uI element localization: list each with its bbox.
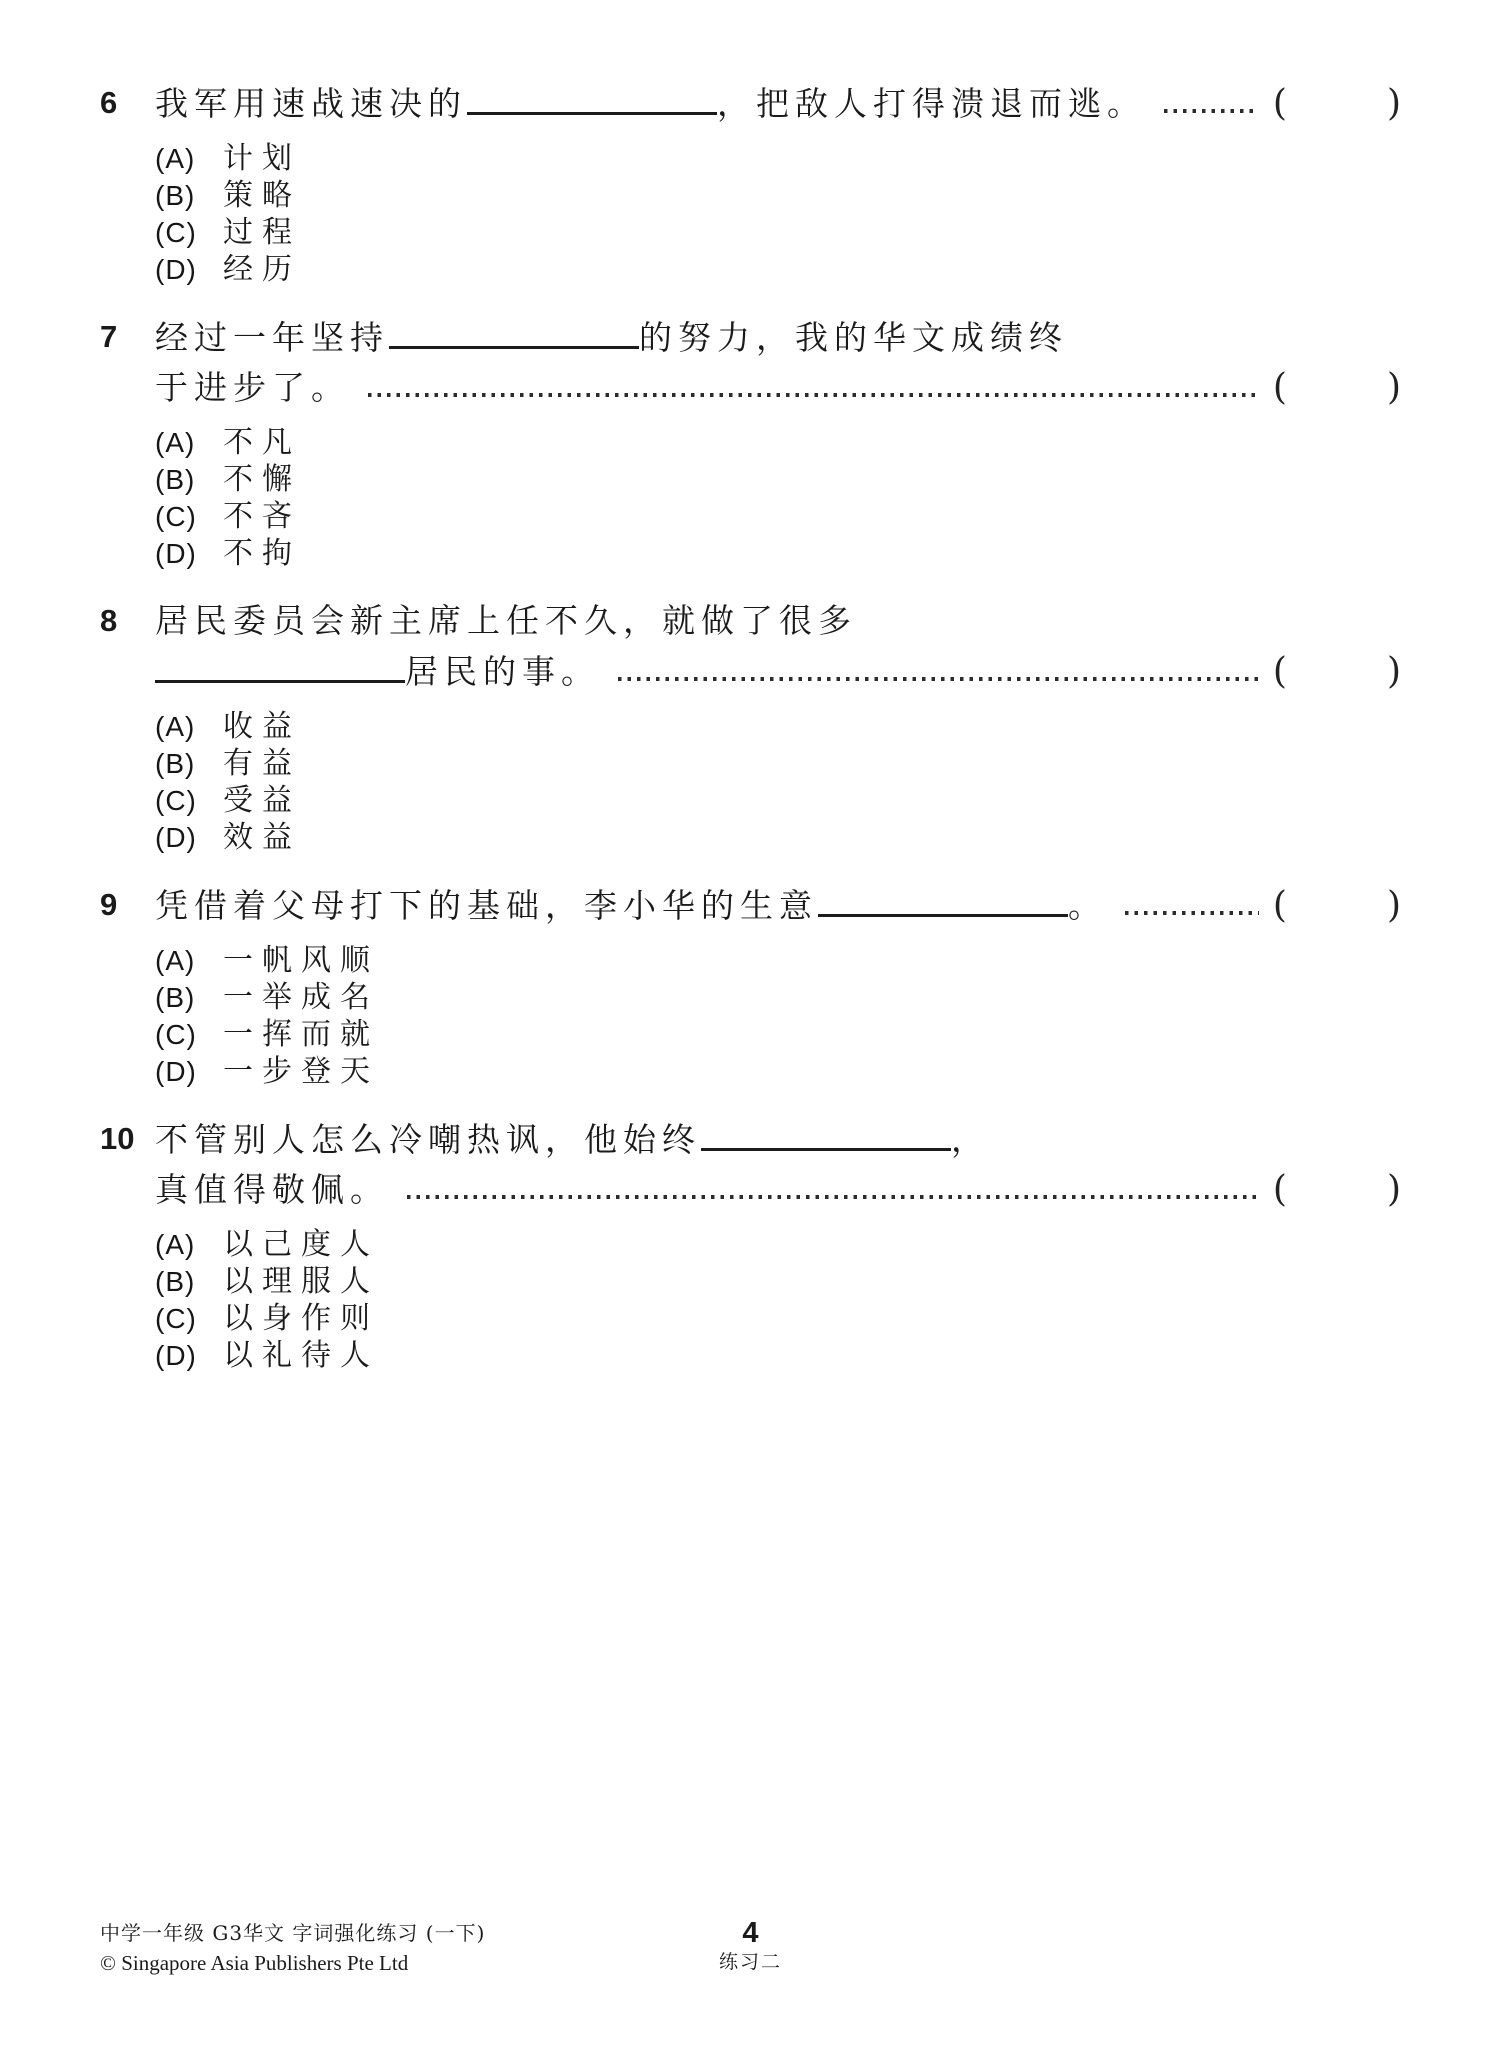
options-list (155, 1226, 1401, 1374)
question-block (100, 596, 1401, 856)
option-letter: (D) (155, 1340, 197, 1371)
answer-bracket-close: ) (1386, 651, 1401, 692)
option-row (155, 1263, 1401, 1300)
option-text: 效益 (223, 820, 301, 855)
options-list (155, 424, 1401, 572)
option-text: 不懈 (223, 462, 301, 497)
answer-brackets (1273, 79, 1401, 129)
option-letter: (A) (155, 1229, 196, 1260)
answer-bracket-close: ) (1386, 367, 1401, 408)
option-text: 一步登天 (223, 1054, 379, 1089)
stem-text: 不管别人怎么冷嘲热讽，他始终 (155, 1120, 701, 1159)
answer-bracket-open: ( (1272, 83, 1287, 124)
option-letter: (B) (155, 748, 196, 779)
options-list (155, 140, 1401, 288)
option-row (155, 535, 1401, 572)
answer-bracket-open: ( (1272, 367, 1287, 408)
options-list (155, 942, 1401, 1090)
question-stem-line (155, 363, 1401, 413)
question-number: 6 (100, 85, 118, 120)
question-row (100, 1114, 1401, 1374)
question-row (100, 78, 1401, 288)
question-body (155, 78, 1401, 288)
question-stem-line (155, 1114, 1401, 1165)
option-text: 不吝 (223, 499, 301, 534)
dotted-leader (1125, 911, 1259, 915)
option-letter: (B) (155, 982, 196, 1013)
option-text: 不凡 (223, 425, 301, 460)
option-text: 以身作则 (223, 1301, 379, 1336)
option-row (155, 1053, 1401, 1090)
answer-brackets (1273, 363, 1401, 413)
option-row (155, 782, 1401, 819)
option-text: 经历 (223, 252, 301, 287)
exercise-label: 练习二 (718, 1951, 782, 1973)
option-letter: (D) (155, 1056, 197, 1087)
option-text: 一挥而就 (223, 1017, 379, 1052)
option-row (155, 708, 1401, 745)
question-stem-line (155, 78, 1401, 129)
answer-brackets (1273, 881, 1401, 931)
question-body (155, 1114, 1401, 1374)
stem-text: 的努力，我的华文成绩终 (639, 318, 1068, 357)
option-text: 一举成名 (223, 980, 379, 1015)
option-text: 不拘 (223, 536, 301, 571)
stem-text: 凭借着父母打下的基础，李小华的生意 (155, 886, 818, 925)
option-letter: (C) (155, 785, 197, 816)
answer-bracket-close: ) (1386, 83, 1401, 124)
option-row (155, 1300, 1401, 1337)
question-body (155, 880, 1401, 1090)
option-text: 受益 (223, 783, 301, 818)
options-list (155, 708, 1401, 856)
question-stem-line (155, 596, 1401, 646)
question-block (100, 312, 1401, 572)
question-block (100, 880, 1401, 1090)
option-letter: (C) (155, 1019, 197, 1050)
answer-bracket-open: ( (1272, 651, 1287, 692)
option-row (155, 1016, 1401, 1053)
question-stem-line (155, 1165, 1401, 1215)
answer-brackets (1273, 647, 1401, 697)
answer-bracket-open: ( (1272, 885, 1287, 926)
option-letter: (D) (155, 538, 197, 569)
option-row (155, 251, 1401, 288)
question-number: 7 (100, 319, 118, 354)
footer-copyright: © Singapore Asia Publishers Pte Ltd (100, 1951, 409, 1975)
option-letter: (A) (155, 945, 196, 976)
stem-text: 经过一年坚持 (155, 318, 389, 357)
question-row (100, 880, 1401, 1090)
question-block (100, 78, 1401, 288)
answer-bracket-open: ( (1272, 1169, 1287, 1210)
question-row (100, 312, 1401, 572)
stem-text: ， (951, 1120, 990, 1159)
option-text: 收益 (223, 709, 301, 744)
question-number: 8 (100, 603, 118, 638)
answer-brackets (1273, 1165, 1401, 1215)
question-stem-line (155, 646, 1401, 697)
option-letter: (B) (155, 180, 196, 211)
answer-blank (467, 78, 717, 115)
option-letter: (C) (155, 1303, 197, 1334)
answer-bracket-close: ) (1386, 1169, 1401, 1210)
option-text: 计划 (223, 141, 301, 176)
questions (100, 78, 1401, 1398)
option-row (155, 461, 1401, 498)
option-text: 以礼待人 (223, 1338, 379, 1373)
answer-bracket-close: ) (1386, 885, 1401, 926)
dotted-leader (1164, 109, 1259, 113)
question-stem-line (155, 880, 1401, 931)
question-stem-line (155, 312, 1401, 363)
option-row (155, 1337, 1401, 1374)
stem-text: 我军用速战速决的 (155, 84, 467, 123)
page-number: 4 (742, 1917, 759, 1949)
question-number: 10 (100, 1121, 135, 1156)
option-letter: (B) (155, 1266, 196, 1297)
option-text: 一帆风顺 (223, 943, 379, 978)
option-text: 过程 (223, 215, 301, 250)
option-row (155, 1226, 1401, 1263)
option-text: 以己度人 (223, 1227, 379, 1262)
option-letter: (C) (155, 217, 197, 248)
option-text: 策略 (223, 178, 301, 213)
dotted-leader (407, 1195, 1259, 1199)
answer-blank (155, 646, 405, 683)
stem-text: 。 (1068, 886, 1107, 925)
option-row (155, 424, 1401, 461)
answer-blank (818, 880, 1068, 917)
dotted-leader (368, 393, 1259, 397)
option-letter: (A) (155, 711, 196, 742)
dotted-leader (618, 677, 1259, 681)
option-row (155, 745, 1401, 782)
footer-series-title: 中学一年级 G3华文 字词强化练习 (一下) (100, 1921, 486, 1945)
option-row (155, 942, 1401, 979)
option-row (155, 140, 1401, 177)
question-body (155, 312, 1401, 572)
answer-blank (389, 312, 639, 349)
option-letter: (D) (155, 822, 197, 853)
option-letter: (A) (155, 143, 196, 174)
stem-text: 真值得敬佩。 (155, 1170, 389, 1209)
question-row (100, 596, 1401, 856)
option-row (155, 214, 1401, 251)
stem-text: 居民委员会新主席上任不久，就做了很多 (155, 601, 857, 640)
option-letter: (D) (155, 254, 197, 285)
option-letter: (A) (155, 427, 196, 458)
option-row (155, 979, 1401, 1016)
footer-center (0, 1916, 1501, 1974)
answer-blank (701, 1114, 951, 1151)
option-row (155, 498, 1401, 535)
option-text: 以理服人 (223, 1264, 379, 1299)
stem-text: 于进步了。 (155, 368, 350, 407)
option-text: 有益 (223, 746, 301, 781)
option-letter: (B) (155, 464, 196, 495)
question-block (100, 1114, 1401, 1374)
option-row (155, 819, 1401, 856)
stem-text: ，把敌人打得溃退而逃。 (717, 84, 1146, 123)
option-letter: (C) (155, 501, 197, 532)
question-body (155, 596, 1401, 856)
option-row (155, 177, 1401, 214)
stem-text: 居民的事。 (405, 652, 600, 691)
question-number: 9 (100, 887, 118, 922)
